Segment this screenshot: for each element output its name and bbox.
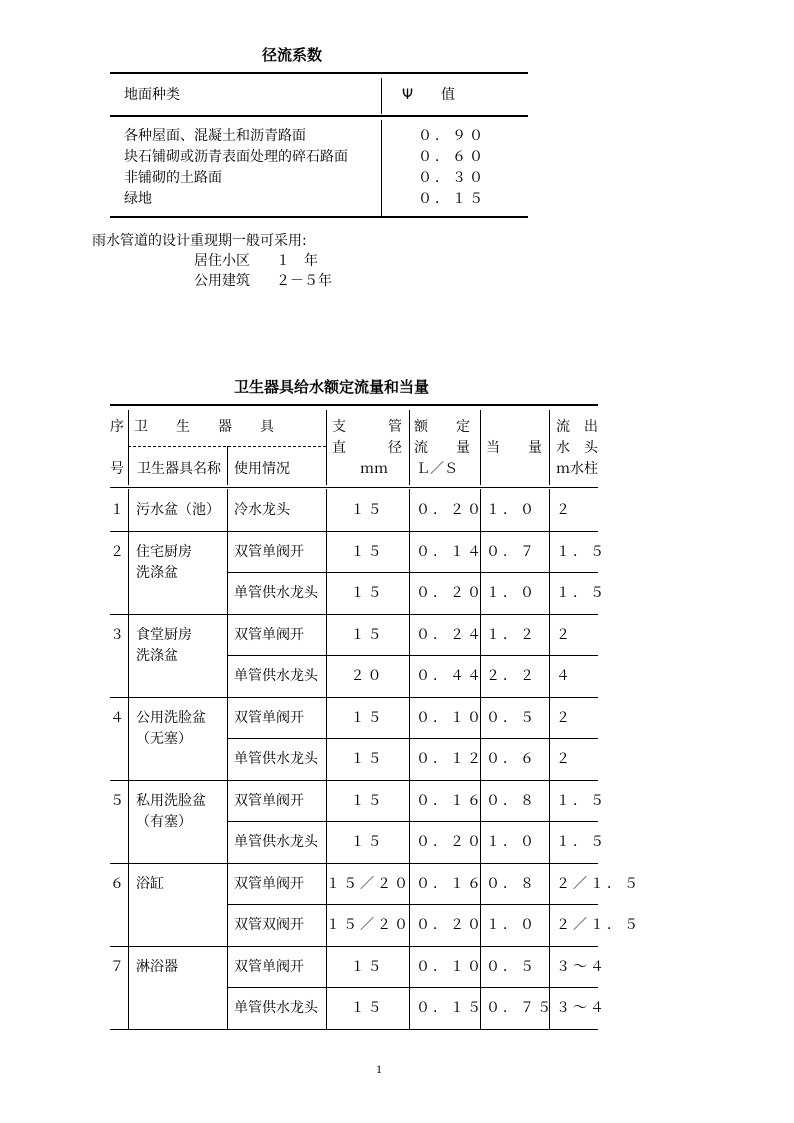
runoff-header-divider [381, 78, 382, 114]
row-2-1-usage: 单管供水龙头 [234, 668, 318, 684]
row-1-bottom-rule [110, 614, 598, 615]
row-4-1-head: １．５ [556, 834, 607, 850]
row-3-0-flow: ０．１０ [416, 709, 484, 726]
row-2-seq: ３ [110, 626, 124, 643]
row-3-1-equivalent: ０．６ [486, 751, 537, 767]
row-2-1-equivalent: ２．２ [486, 668, 537, 684]
row-6-1-flow: ０．１５ [416, 1000, 484, 1016]
header-flow-top: 额 定 [414, 419, 470, 435]
runoff-value-1: ０．６０ [418, 149, 486, 165]
row-3-name-0: 公用洗脸盆 [136, 709, 206, 726]
row-5-bottom-rule [110, 946, 598, 947]
row-6-0-diameter: １５ [350, 958, 385, 975]
runoff-value-2: ０．３０ [418, 170, 486, 186]
header-v-seq [128, 410, 129, 485]
row-6-0-equivalent: ０．５ [486, 958, 537, 975]
fixtures-title: 卫生器具给水额定流量和当量 [234, 378, 430, 396]
row-4-0-flow: ０．１６ [416, 792, 484, 809]
row-4-0-equivalent: ０．８ [486, 792, 537, 809]
row-4-0-diameter: １５ [350, 792, 385, 809]
runoff-surface-0: 各种屋面、混凝土和沥青路面 [124, 128, 306, 144]
row-1-1-head: １．５ [556, 585, 607, 601]
runoff-top-rule [110, 72, 528, 74]
return-period-label-1: 公用建筑 [194, 273, 250, 289]
row-2-0-subrule [227, 655, 598, 656]
row-1-1-equivalent: １．０ [486, 585, 537, 601]
row-6-name-0: 淋浴器 [136, 958, 178, 975]
row-4-1-equivalent: １．０ [486, 834, 537, 850]
row-4-seq: ５ [110, 792, 124, 809]
row-0-v-flow [409, 489, 410, 531]
row-2-name-0: 食堂厨房 [136, 626, 192, 643]
runoff-value-0: ０．９０ [418, 128, 486, 144]
row-2-1-diameter: ２０ [350, 668, 385, 684]
header-v-flow [409, 410, 410, 485]
row-2-0-equivalent: １．２ [486, 626, 537, 643]
row-2-0-head: ２ [556, 626, 573, 643]
row-5-1-usage: 双管双阀开 [234, 917, 304, 933]
row-5-1-equivalent: １．０ [486, 917, 537, 933]
row-6-1-usage: 单管供水龙头 [234, 1000, 318, 1016]
row-4-1-flow: ０．２０ [416, 834, 484, 850]
row-6-seq: ７ [110, 958, 124, 975]
runoff-value-3: ０．１５ [418, 191, 486, 207]
row-1-v-seq [128, 531, 129, 614]
row-6-1-equivalent: ０．７５ [486, 1000, 554, 1016]
row-6-0-head: ３～４ [556, 958, 607, 975]
header-head-top: 流 出 [556, 419, 598, 435]
header-usage: 使用情况 [234, 461, 290, 477]
fixtures-header-rule [110, 487, 598, 488]
header-eq-mid: 当 量 [486, 440, 542, 456]
row-5-name-0: 浴缸 [136, 875, 164, 892]
row-3-bottom-rule [110, 780, 598, 781]
row-5-0-diameter: １５／２０ [326, 875, 411, 892]
row-3-1-diameter: １５ [350, 751, 385, 767]
header-fixture-group: 卫 生 器 具 [134, 419, 274, 435]
header-seq-top: 序 [110, 419, 124, 435]
row-3-1-usage: 单管供水龙头 [234, 751, 318, 767]
row-5-1-flow: ０．２０ [416, 917, 484, 933]
return-period-label-0: 居住小区 [194, 253, 250, 269]
row-5-0-usage: 双管单阀开 [234, 875, 304, 892]
row-5-seq: ６ [110, 875, 124, 892]
row-4-1-usage: 单管供水龙头 [234, 834, 318, 850]
row-0-0-equivalent: １．０ [486, 502, 537, 518]
row-1-0-head: １．５ [556, 543, 607, 560]
row-6-0-flow: ０．１０ [416, 958, 484, 975]
row-4-name-0: 私用洗脸盆 [136, 792, 206, 809]
row-0-seq: １ [110, 502, 124, 518]
row-2-0-diameter: １５ [350, 626, 385, 643]
row-1-0-diameter: １５ [350, 543, 385, 560]
row-6-bottom-rule [110, 1029, 598, 1030]
row-2-0-flow: ０．２４ [416, 626, 484, 643]
row-1-1-flow: ０．２０ [416, 585, 484, 601]
row-3-0-diameter: １５ [350, 709, 385, 726]
row-0-v-head [549, 489, 550, 531]
row-3-0-head: ２ [556, 709, 573, 726]
row-1-name-1: 洗涤盆 [136, 564, 178, 581]
return-period-value-1: ２－５年 [276, 273, 332, 289]
row-6-0-subrule [227, 987, 598, 988]
row-1-0-usage: 双管单阀开 [234, 543, 304, 560]
row-0-0-diameter: １５ [350, 502, 385, 518]
header-v-pipe [326, 410, 327, 485]
row-1-name-0: 住宅厨房 [136, 543, 192, 560]
row-4-0-subrule [227, 821, 598, 822]
runoff-surface-2: 非铺砌的土路面 [124, 170, 222, 186]
row-4-name-1: （有塞） [136, 813, 192, 830]
runoff-surface-1: 块石铺砌或沥青表面处理的碎石路面 [124, 149, 348, 165]
header-flow-unit: Ｌ／Ｓ [416, 461, 458, 477]
header-flow-mid: 流 量 [414, 440, 470, 456]
row-5-0-flow: ０．１６ [416, 875, 484, 892]
runoff-header-rule [110, 115, 528, 117]
row-2-bottom-rule [110, 697, 598, 698]
row-3-0-subrule [227, 738, 598, 739]
row-3-seq: ４ [110, 709, 124, 726]
row-1-seq: ２ [110, 543, 124, 560]
header-fixture-name: 卫生器具名称 [137, 461, 221, 477]
row-1-0-flow: ０．１４ [416, 543, 484, 560]
row-1-1-usage: 单管供水龙头 [234, 585, 318, 601]
row-4-0-usage: 双管单阀开 [234, 792, 304, 809]
runoff-title: 径流系数 [262, 46, 323, 64]
fixtures-top-rule [110, 404, 598, 406]
row-4-1-diameter: １５ [350, 834, 385, 850]
row-5-1-head: ２／１．５ [556, 917, 641, 933]
row-1-1-diameter: １５ [350, 585, 385, 601]
row-3-name-1: （无塞） [136, 730, 192, 747]
row-1-0-equivalent: ０．７ [486, 543, 537, 560]
row-6-1-diameter: １５ [350, 1000, 385, 1016]
row-5-0-subrule [227, 904, 598, 905]
header-pipe-unit: ｍｍ [360, 461, 388, 477]
row-2-0-usage: 双管单阀开 [234, 626, 304, 643]
runoff-bottom-rule [110, 216, 528, 218]
row-5-0-head: ２／１．５ [556, 875, 641, 892]
row-6-1-head: ３～４ [556, 1000, 607, 1016]
return-period-value-0: １ 年 [276, 253, 318, 269]
runoff-col-value-header: Ψ 值 [402, 87, 456, 103]
row-3-0-equivalent: ０．５ [486, 709, 537, 726]
header-head-mid: 水 头 [556, 440, 598, 456]
row-0-name-0: 污水盆（池） [136, 502, 220, 518]
row-5-0-equivalent: ０．８ [486, 875, 537, 892]
runoff-body-divider [381, 120, 382, 216]
row-0-v-seq [128, 489, 129, 531]
header-seq-bottom: 号 [110, 461, 124, 477]
row-0-v-usage [227, 489, 228, 531]
page-number: 1 [376, 1062, 382, 1076]
row-0-0-usage: 冷水龙头 [234, 502, 290, 518]
row-6-v-seq [128, 946, 129, 1029]
row-2-name-1: 洗涤盆 [136, 647, 178, 664]
row-6-0-usage: 双管单阀开 [234, 958, 304, 975]
row-3-1-head: ２ [556, 751, 573, 767]
row-2-v-seq [128, 614, 129, 697]
return-period-intro: 雨水管道的设计重现期一般可采用: [92, 233, 307, 249]
header-v-eq [480, 410, 481, 485]
row-3-1-flow: ０．１２ [416, 751, 484, 767]
row-4-0-head: １．５ [556, 792, 607, 809]
runoff-col-surface-header: 地面种类 [124, 87, 180, 103]
header-pipe-mid: 直 径 [332, 440, 402, 456]
runoff-surface-3: 绿地 [124, 191, 152, 207]
header-v-head [549, 410, 550, 485]
row-3-v-seq [128, 697, 129, 780]
row-3-0-usage: 双管单阀开 [234, 709, 304, 726]
row-1-0-subrule [227, 572, 598, 573]
row-4-v-seq [128, 780, 129, 863]
row-2-1-flow: ０．４４ [416, 668, 484, 684]
row-0-0-head: ２ [556, 502, 573, 518]
row-0-0-flow: ０．２０ [416, 502, 484, 518]
row-2-1-head: ４ [556, 668, 573, 684]
row-5-v-seq [128, 863, 129, 946]
header-head-unit: ｍ水柱 [556, 461, 598, 477]
row-4-bottom-rule [110, 863, 598, 864]
row-5-1-diameter: １５／２０ [326, 917, 411, 933]
header-pipe-top: 支 管 [332, 419, 402, 435]
header-v-usage [227, 446, 228, 485]
row-0-bottom-rule [110, 531, 598, 532]
